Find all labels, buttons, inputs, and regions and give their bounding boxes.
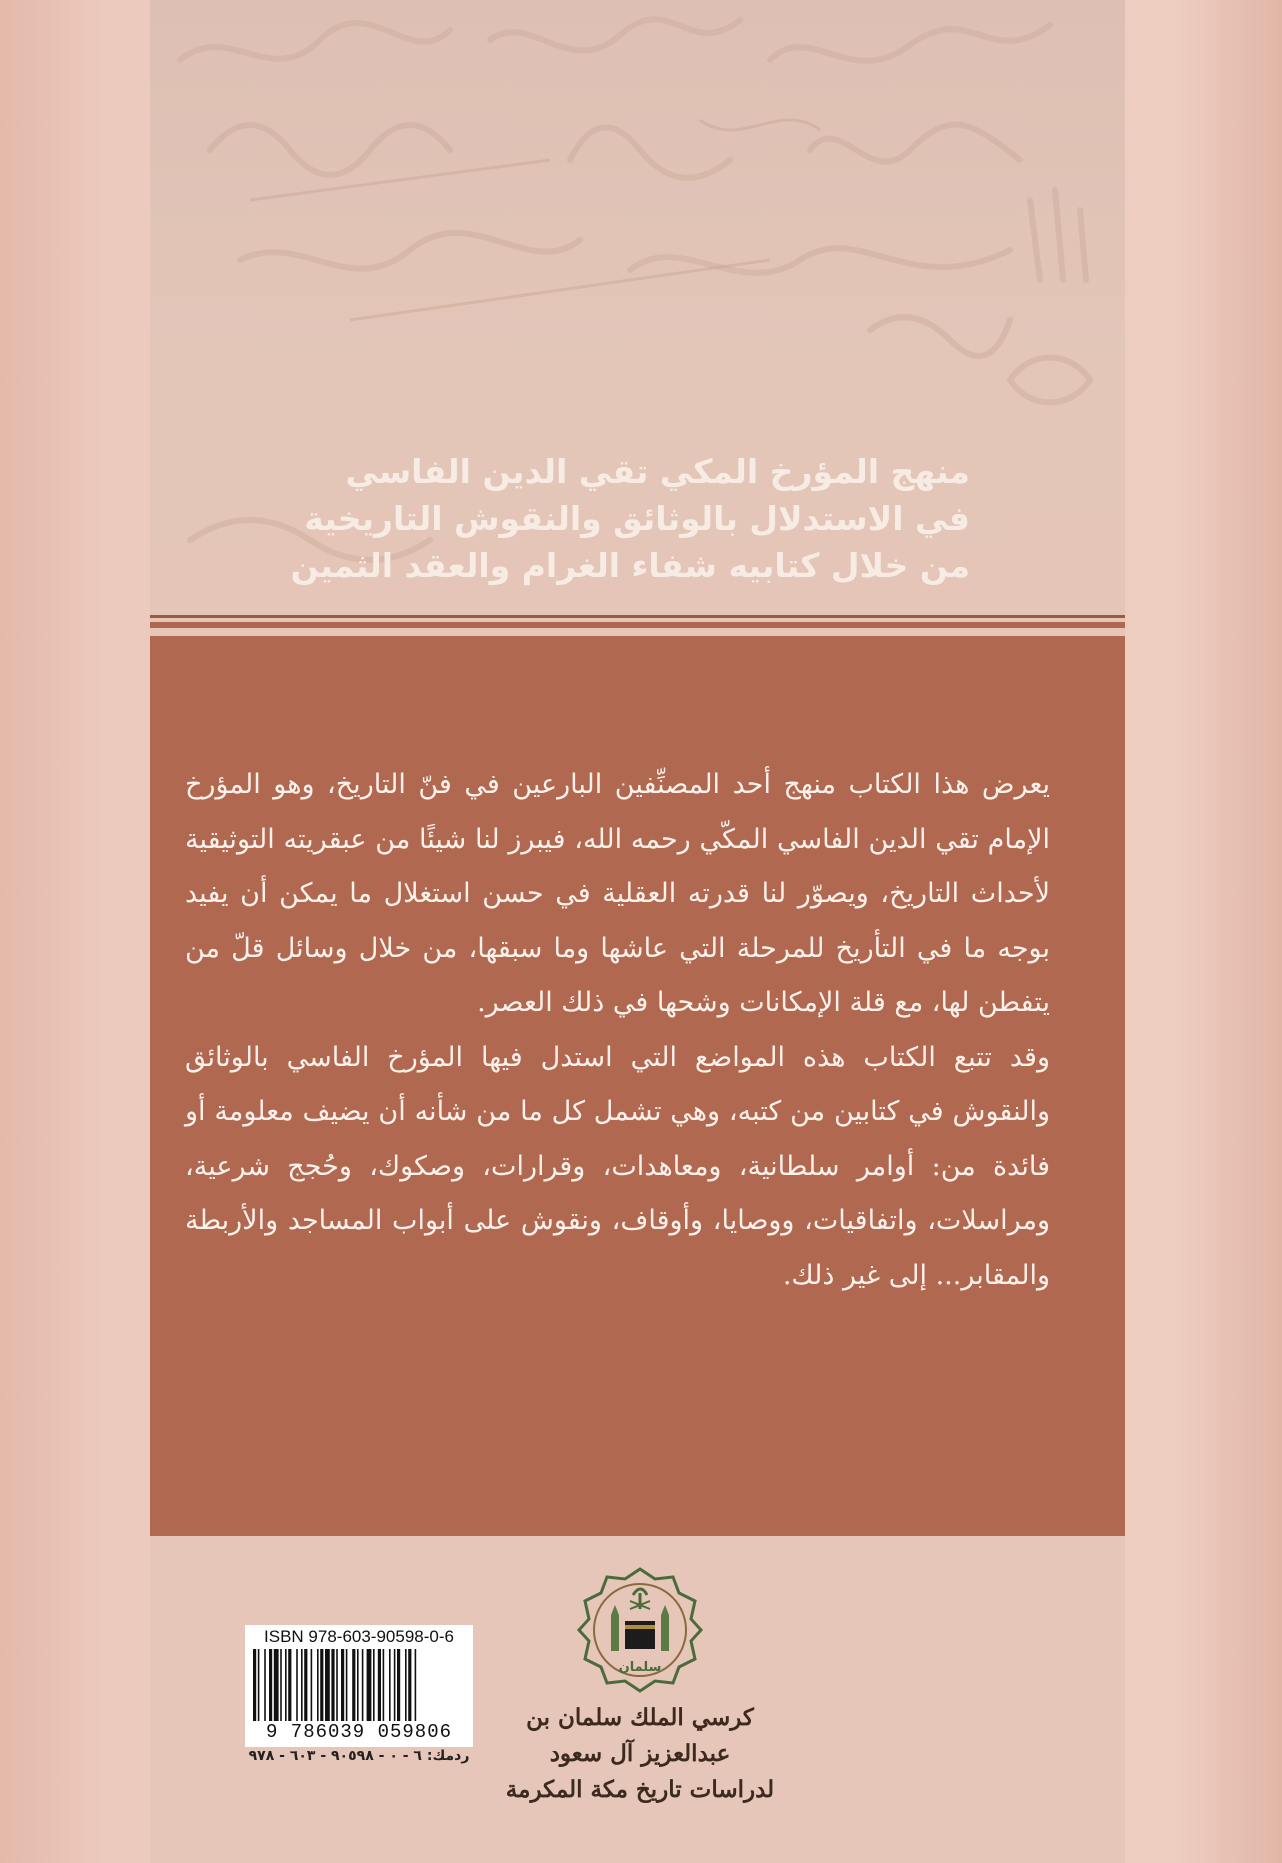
- barcode-bar: [274, 1649, 279, 1721]
- barcode-bar: [336, 1649, 338, 1721]
- barcode-bar: [346, 1649, 348, 1721]
- barcode-bar: [394, 1649, 396, 1721]
- barcode-bar: [296, 1649, 298, 1721]
- barcode-bar: [301, 1649, 303, 1721]
- isbn-arabic: ردمك: ٦ - ٠ - ٩٠٥٩٨ - ٦٠٣ - ٩٧٨: [248, 1748, 470, 1764]
- barcode-bar: [405, 1649, 407, 1721]
- barcode-bars: [251, 1649, 467, 1721]
- title-line-2: في الاستدلال بالوثائق والنقوش التاريخية: [304, 499, 970, 538]
- isbn-label: ISBN 978-603-90598-0-6: [264, 1627, 454, 1646]
- barcode-bar: [280, 1649, 282, 1721]
- publisher-name-line-1: كرسي الملك سلمان بن عبدالعزيز آل سعود: [526, 1704, 754, 1767]
- barcode-bar: [341, 1649, 344, 1721]
- barcode-bar: [415, 1649, 417, 1721]
- barcode-bar: [325, 1649, 330, 1721]
- logo-text: سلمان: [618, 1660, 662, 1675]
- barcode-bar: [269, 1649, 272, 1721]
- barcode-bar: [367, 1649, 372, 1721]
- barcode-bar: [331, 1649, 334, 1721]
- barcode-bar: [320, 1649, 323, 1721]
- barcode-bar: [357, 1649, 359, 1721]
- title-line-1: منهج المؤرخ المكي تقي الدين الفاسي: [345, 452, 970, 491]
- divider-thin: [150, 615, 1125, 618]
- book-title: [270, 448, 970, 589]
- publisher-logo-icon: [575, 1565, 705, 1695]
- barcode-bar: [373, 1649, 375, 1721]
- title-line-3: من خلال كتابيه شفاء الغرام والعقد الثمين: [290, 546, 970, 585]
- divider-thick: [150, 622, 1125, 628]
- barcode-bar: [253, 1649, 256, 1721]
- barcode-bar: [304, 1649, 307, 1721]
- blurb-paragraph-1: يعرض هذا الكتاب منهج أحد المصنِّفين البارعين في فنّ التاريخ، وهو المؤرخ الإمام تقي الدين الفاسي المكّي رحمه الله، فيبرز لنا شيئًا من عبقريته التوثيقية لأحداث التاريخ، ويصوّر لنا قدرته العقلية في حسن استغلال ما يمكن أن يفيد بوجه ما في التأريخ للمرحلة التي عاشها وما سبقها، من خلال وسائل قلّ من يتفطن لها، مع قلة الإمكانات وشحها في ذلك العصر.: [185, 769, 1050, 1018]
- barcode-bar: [352, 1649, 355, 1721]
- barcode-bar: [362, 1649, 364, 1721]
- blurb-paragraph-2: وقد تتبع الكتاب هذه المواضع التي استدل فيها المؤرخ الفاسي بالوثائق والنقوش في كتابين من كتبه، وهي تشمل كل ما من شأنه أن يضيف معلومة أو فائدة من: أوامر سلطانية، ومعاهدات، وقرارات، وصكوك، وحُجج شرعية، ومراسلات، واتفاقيات، ووصايا، وأوقاف، ونقوش على أبواب المساجد والأربطة والمقابر... إلى غير ذلك.: [185, 1041, 1050, 1291]
- barcode-bar: [288, 1649, 291, 1721]
- publisher-name: [495, 1700, 785, 1808]
- barcode-bar: [378, 1649, 381, 1721]
- barcode-bar: [397, 1649, 400, 1721]
- blurb-text: [185, 758, 1050, 1303]
- manuscript-background: [150, 0, 1125, 615]
- barcode-bar: [258, 1649, 260, 1721]
- barcode-bar: [285, 1649, 287, 1721]
- barcode-bar: [264, 1649, 266, 1721]
- isbn-barcode: [245, 1625, 473, 1747]
- publisher-name-line-2: لدراسات تاريخ مكة المكرمة: [505, 1776, 775, 1803]
- barcode-bar: [383, 1649, 385, 1721]
- barcode-bar: [317, 1649, 319, 1721]
- barcode-bar: [311, 1649, 313, 1721]
- barcode-digits: 9 786039 059806: [265, 1721, 453, 1743]
- barcode-bar: [408, 1649, 411, 1721]
- barcode-bar: [389, 1649, 391, 1721]
